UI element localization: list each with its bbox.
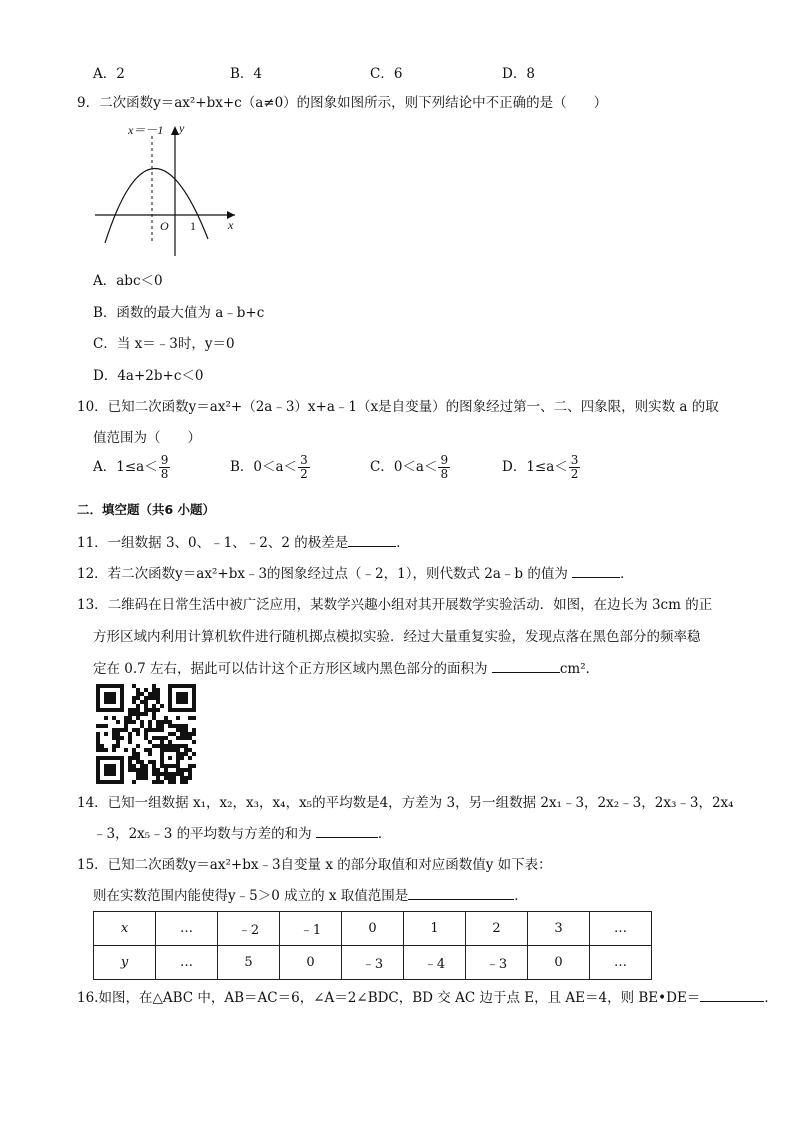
q16-end: ． (764, 990, 778, 1006)
table-cell: 2 (466, 912, 528, 946)
q11 (77, 532, 410, 553)
table-cell: 3 (528, 912, 590, 946)
q16 (77, 987, 778, 1008)
table-cell: … (156, 912, 218, 946)
q14-line2-text: ﹣3，2x₅﹣3 的平均数与方差的和为 (93, 826, 312, 842)
q10-option-a: A．1≤a＜ $\frac{9}{8}$ (93, 453, 169, 481)
q9-option-c: C．当 x＝﹣3时，y＝0 (93, 336, 235, 352)
y-axis-arrow (171, 126, 179, 135)
table-cell: y (94, 946, 156, 980)
q8-option-c: C．6 (370, 66, 403, 82)
q12-end: ． (620, 566, 634, 582)
q12-text: 12．若二次函数y＝ax²+bx﹣3的图象经过点（﹣2，1），则代数式 2a﹣b 的值为 (77, 566, 568, 582)
q9-option-a: A．abc＜0 (93, 273, 163, 289)
q13-line3 (93, 658, 599, 679)
q15-line2-text: 则在实数范围内能使得y﹣5＞0 成立的 x 取值范围是 (93, 888, 409, 904)
q13-line3-text: 定在 0.7 左右，据此可以估计这个正方形区域内黑色部分的面积为 (93, 661, 488, 677)
graph-origin-label: O (160, 219, 169, 233)
q9-option-d: D．4a+2b+c＜0 (93, 368, 204, 384)
table-cell: ﹣1 (280, 912, 342, 946)
table-cell: ﹣4 (404, 946, 466, 980)
table-row-x (94, 912, 652, 946)
table-cell: … (590, 912, 652, 946)
table-cell: ﹣3 (342, 946, 404, 980)
q10-stem-line1: 10．已知二次函数y＝ax²+（2a﹣3）x+a﹣1（x是自变量）的图象经过第一、二、四象限，则实数 a 的取 (77, 399, 719, 415)
q11-text: 11．一组数据 3、0、﹣1、﹣2、2 的极差是 (77, 535, 349, 551)
q10-stem-line2: 值范围为（ ） (93, 430, 201, 446)
q15-line1: 15．已知二次函数y＝ax²+bx﹣3自变量 x 的部分取值和对应函数值y 如下表： (77, 857, 552, 873)
q8-option-a: A．2 (93, 66, 125, 82)
table-cell: 0 (528, 946, 590, 980)
q14-line1: 14．已知一组数据 x₁，x₂，x₃，x₄，x₅的平均数是4，方差为 3，另一组数据 2x₁﹣3，2x₂﹣3，2x₃﹣3，2x₄ (77, 795, 734, 811)
q10-option-d: D．1≤a＜ $\frac{3}{2}$ (502, 453, 579, 481)
q14-end: ． (377, 826, 392, 842)
q8-option-b: B．4 (230, 66, 263, 82)
q15-line2 (93, 885, 528, 906)
q13-line2: 方形区域内利用计算机软件进行随机掷点模拟实验．经过大量重复实验，发现点落在黑色部分的频率稳 (93, 629, 701, 645)
q10-option-c: C．0＜a＜ $\frac{9}{8}$ (370, 453, 449, 481)
graph-one-label: 1 (190, 219, 196, 233)
q10-option-b: B．0＜a＜ $\frac{3}{2}$ (230, 453, 308, 481)
q8-options (93, 62, 639, 82)
q8-option-d: D．8 (502, 66, 535, 82)
graph-axis-line-label: x＝－1 (128, 123, 164, 137)
q10-options (93, 454, 639, 481)
table-cell: … (590, 946, 652, 980)
q16-answer-blank[interactable] (700, 987, 764, 1002)
q14-line2 (93, 823, 391, 844)
table-cell: x (94, 912, 156, 946)
graph-x-label: x (228, 218, 234, 232)
q9-parabola-graph (90, 118, 250, 258)
section-title: 二．填空题（共6 小题） (77, 502, 216, 517)
table-cell: ﹣2 (218, 912, 280, 946)
graph-y-label: y (179, 121, 185, 135)
q11-end: ． (396, 535, 410, 551)
q9-stem: 9．二次函数y＝ax²+bx+c（a≠0）的图象如图所示，则下列结论中不正确的是（ ） (77, 95, 608, 111)
q15-answer-blank[interactable] (408, 885, 514, 900)
table-cell: … (156, 946, 218, 980)
q9-option-b: B．函数的最大值为 a﹣b+c (93, 305, 265, 321)
qr-code-image (96, 684, 196, 784)
q12-answer-blank[interactable] (572, 563, 620, 578)
table-cell: ﹣3 (466, 946, 528, 980)
q15-end: ． (514, 888, 528, 904)
q13-unit: cm²． (559, 661, 600, 677)
q15-value-table (93, 911, 652, 980)
table-cell: 5 (218, 946, 280, 980)
table-cell: 0 (280, 946, 342, 980)
table-cell: 1 (404, 912, 466, 946)
q16-text: 16.如图，在△ABC 中，AB＝AC＝6，∠A＝2∠BDC，BD 交 AC 边于点 E，且 AE＝4，则 BE•DE＝ (77, 990, 701, 1006)
q12 (77, 563, 634, 584)
table-row-y (94, 946, 652, 980)
q11-answer-blank[interactable] (348, 532, 396, 547)
q13-line1: 13．二维码在日常生活中被广泛应用，某数学兴趣小组对其开展数学实验活动．如图，在边长为 3cm 的正 (77, 597, 713, 613)
q13-answer-blank[interactable] (492, 658, 560, 673)
table-cell: 0 (342, 912, 404, 946)
q14-answer-blank[interactable] (316, 823, 378, 838)
